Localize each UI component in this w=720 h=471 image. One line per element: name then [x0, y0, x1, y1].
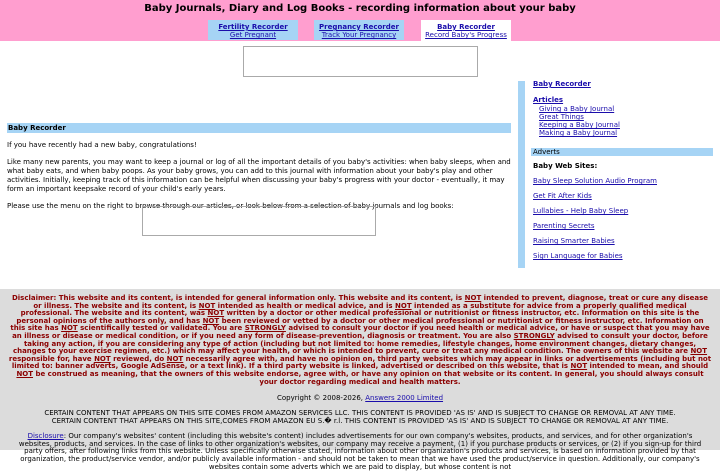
- header: [0, 0, 720, 41]
- body-paragraph: Like many new parents, you may want to keep a journal or log of all the important details of you baby's activities: when baby sleeps, when and what baby eats, and when baby poops. As your baby grows, you can add to this journal with information about your baby's play and other activities. Initially, keeping track of this information can be helpful when discussing your baby's progress with your doctor - eventually, it may form an important keepsake record of your child's early years.: [7, 158, 511, 193]
- article-link[interactable]: Great Things: [539, 113, 584, 121]
- adverts-label: Adverts: [533, 148, 560, 156]
- web-site-link[interactable]: Parenting Secrets: [533, 222, 595, 230]
- top-banner-ad[interactable]: [243, 46, 478, 77]
- tab-fertility-recorder[interactable]: [208, 20, 298, 40]
- disclaimer-emphasis: NOT: [207, 309, 225, 318]
- tab-pregnancy-recorder[interactable]: [314, 20, 404, 40]
- web-sites-label: Baby Web Sites:: [533, 162, 598, 170]
- disclaimer-emphasis: NOT: [16, 369, 34, 378]
- adverts-bar: [531, 148, 713, 156]
- company-link[interactable]: Answers 2000 Limited: [365, 394, 444, 403]
- amazon-notice: [0, 409, 720, 425]
- intro-paragraph: If you have recently had a new baby, congratulations!: [7, 141, 197, 149]
- sidebar-heading-link[interactable]: Baby Recorder: [533, 80, 591, 88]
- disclaimer-emphasis: NOT: [202, 316, 220, 325]
- sidebar-divider: [518, 81, 525, 268]
- disclaimer-emphasis: NOT: [395, 301, 412, 310]
- section-title: Baby Recorder: [7, 123, 511, 133]
- article-link[interactable]: Keeping a Baby Journal: [539, 121, 620, 129]
- sidebar: [533, 80, 713, 137]
- disclaimer-text: advised to consult your doctor if you need health or medical advice, or have or suspect that you may have an illness or disease or medical condition, or if you need any form of disease-prevention, diagnosis or treatment. You are also: [12, 324, 710, 340]
- disclaimer-emphasis: NOT: [166, 354, 184, 363]
- web-site-link[interactable]: Baby Sleep Solution Audio Program: [533, 177, 657, 185]
- amazon-notice-eu: CERTAIN CONTENT THAT APPEARS ON THIS SITE,COMES FROM AMAZON EU S.� r.l. THIS CONTENT IS PROVIDED 'AS IS' AND IS SUBJECT TO CHANGE OR REMOVAL AT ANY TIME.: [51, 417, 669, 426]
- tab-subtitle[interactable]: Get Pregnant: [229, 31, 277, 39]
- disclaimer-emphasis: NOT: [198, 301, 216, 310]
- disclaimer-emphasis: NOT: [94, 354, 111, 363]
- main-content: [7, 123, 511, 211]
- article-link[interactable]: Giving a Baby Journal: [539, 105, 615, 113]
- articles-list: [539, 105, 713, 137]
- tab-title[interactable]: Pregnancy Recorder: [319, 23, 399, 31]
- disclosure-text: : Our company's websites' content (including this website's content) includes advertisements for our own company's websites, products, and services, and for other organization's websites, products, and services. In the case of links to other organization's websites, our company may receive a payment, (1) if you purchase products or services, or (2) if you sign-up for third party offers, after following links from this website. Unless specifically otherwise stated, information about other organization's products and services, is based on information provided by that organization, the product/service vendor, and/or publicly available information - and should not be taken to mean that we have used the product/service in question. Additionally, our company's websites contain some adverts which we are paid to display, but whose content is not: [18, 432, 702, 471]
- tab-title[interactable]: Fertility Recorder: [218, 23, 288, 31]
- web-site-link[interactable]: Sign Language for Babies: [533, 252, 623, 260]
- disclaimer-emphasis: NOT: [464, 294, 482, 302]
- disclaimer-text: reviewed, do: [110, 354, 167, 363]
- disclaimer-text: advised to consult your doctor, before taking any action, if you are considering any type of action (including but not limited to: home remedies, lifestyle changes, home environment changes, dietary changes, changes to your exercise regimen, etc.) which may affect your health, or which is intended to prevent, cure or treat any medical condition. The owners of this website are: [12, 331, 708, 356]
- disclaimer-emphasis: STRONGLY: [244, 324, 286, 333]
- disclaimer-emphasis: NOT: [690, 347, 708, 356]
- tab-subtitle[interactable]: Track Your Pregnancy: [321, 31, 397, 39]
- disclaimer-text: necessarily agree with, and have no opinion on, third party websites which may appear in links or advertisements (including but not limited to: banner adverts, Google AdSense, or a text link). If a third party website is linked, advertised or described on this website, that is: [11, 354, 712, 371]
- disclaimer-text: intended as a substitute for advice from a properly qualified medical professional. The website and its content, was: [20, 301, 687, 318]
- article-link[interactable]: Making a Baby Journal: [539, 129, 618, 137]
- disclaimer-emphasis: NOT: [61, 324, 78, 333]
- web-site-link[interactable]: Lullabies - Help Baby Sleep: [533, 207, 629, 215]
- disclaimer-text: scientifically tested or validated. You are: [77, 324, 245, 333]
- disclosure-link[interactable]: Disclosure: [27, 432, 64, 441]
- copyright: [0, 394, 720, 402]
- tab-subtitle[interactable]: Record Baby's Progress: [425, 31, 507, 39]
- articles-link[interactable]: Articles: [533, 96, 564, 104]
- disclosure: [0, 433, 720, 471]
- baby-web-sites: [533, 162, 713, 267]
- amazon-notice-us: CERTAIN CONTENT THAT APPEARS ON THIS SITE COMES FROM AMAZON SERVICES LLC. THIS CONTENT IS PROVIDED 'AS IS' AND IS SUBJECT TO CHANGE OR REMOVAL AT ANY TIME.: [44, 409, 676, 418]
- copyright-text: Copyright © 2008-2026,: [276, 394, 366, 403]
- disclaimer-text: been reviewed or vetted by a doctor or other medical professional or nutritionist or fitness instructor, etc. Information on this site has: [10, 316, 704, 333]
- tab-title[interactable]: Baby Recorder: [437, 23, 495, 31]
- disclaimer-text: responsible for, have: [8, 354, 95, 363]
- web-site-link[interactable]: Raising Smarter Babies: [533, 237, 615, 245]
- browse-paragraph: Please use the menu on the right to browse through our articles, or look below from a selection of baby journals and log books:: [7, 202, 454, 210]
- disclaimer-text: written by a doctor or other medical professional or nutritionist or fitness instructor, etc. Information on this site is the personal opinions of the authors only, and has: [16, 309, 700, 325]
- disclaimer-text: intended as health or medical advice, and is: [215, 301, 396, 310]
- site-title: Baby Journals, Diary and Log Books - recording information about your baby: [144, 3, 576, 14]
- disclaimer-text: Disclaimer: This website and its content, is intended for general information only. This website and its content, is: [11, 294, 465, 302]
- product-banner-ad[interactable]: [142, 206, 376, 236]
- disclaimer-emphasis: NOT: [570, 362, 588, 371]
- web-site-link[interactable]: Get Fit After Kids: [533, 192, 592, 200]
- disclaimer-text: intended to prevent, diagnose, treat or cure any disease or illness. The website and its content, is: [33, 294, 709, 310]
- disclaimer-emphasis: STRONGLY: [513, 331, 555, 340]
- tab-baby-recorder[interactable]: [421, 20, 511, 41]
- disclaimer-text: intended to mean, and should: [587, 362, 709, 371]
- disclaimer: [0, 289, 720, 386]
- disclaimer-text: be construed as meaning, that the owners of this website endorse, agree with, or have any opinion on that website or its content. In general, you should always consult your doctor regarding medical and health matters.: [33, 369, 704, 386]
- footer: [0, 289, 720, 471]
